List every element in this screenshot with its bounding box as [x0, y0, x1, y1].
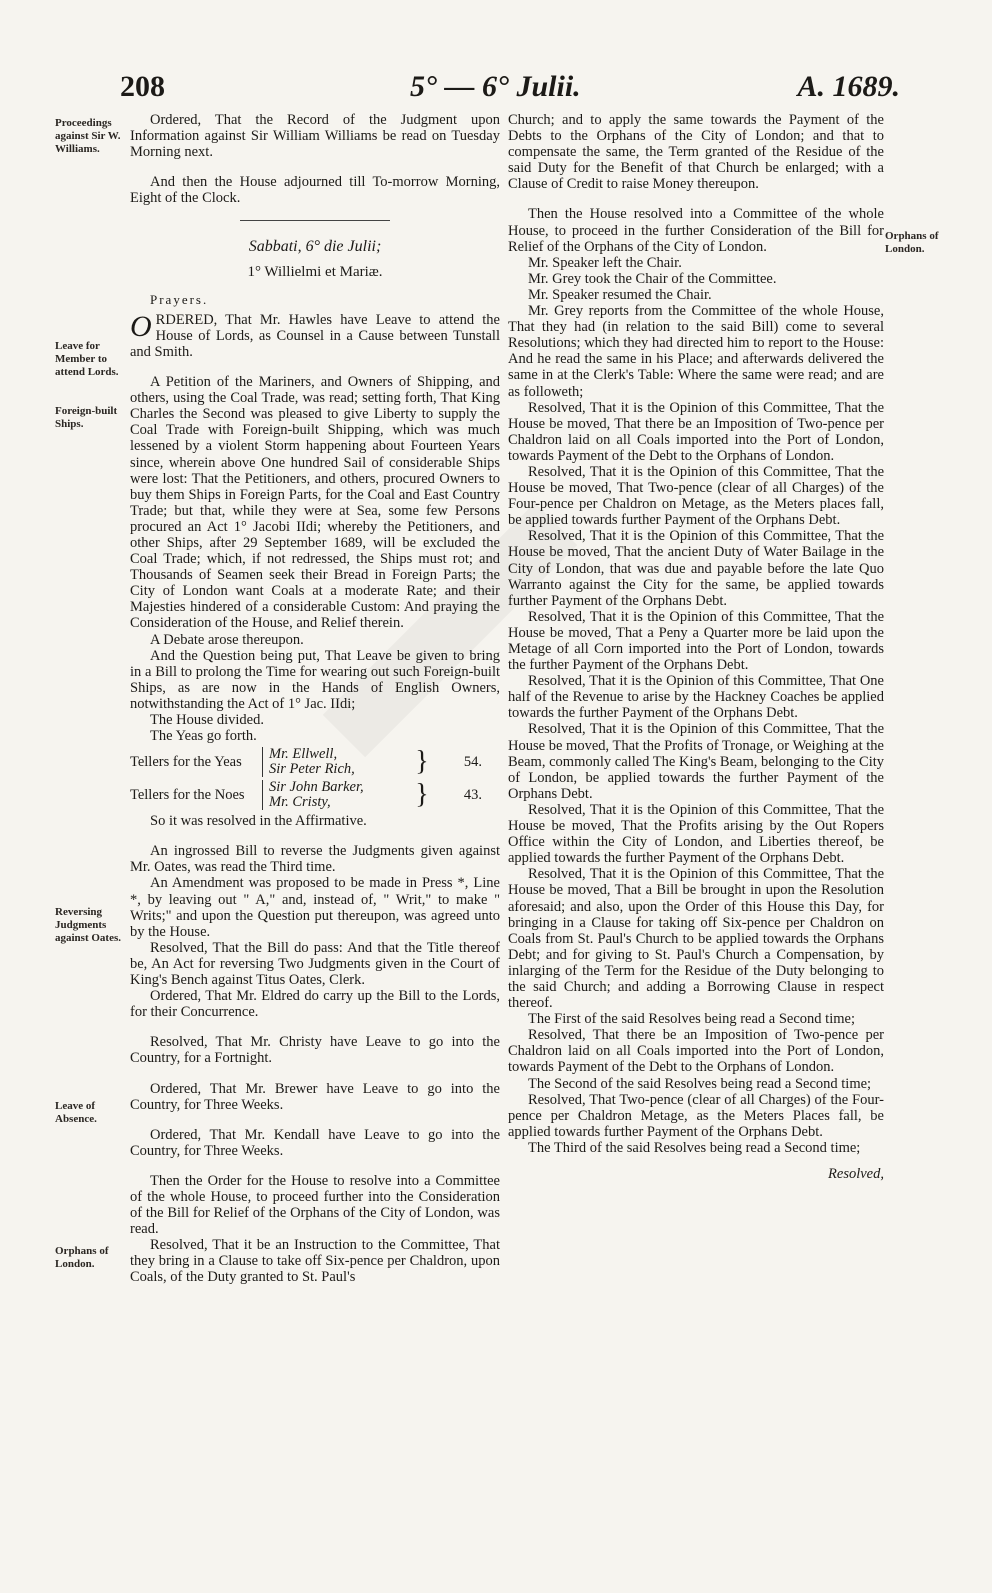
margin-note: Orphans of London.: [885, 230, 939, 255]
paragraph: Resolved, That it is the Opinion of this Committee, That the House be moved, That Two-pence (clear of all Charges) of the Four-pence per Chaldron on Metage, as the Meters places fall, be applied towards further Payment of the Orphans Debt.: [508, 463, 884, 529]
paragraph: The First of the said Resolves being read a Second time;: [528, 1011, 855, 1028]
brace: }: [415, 779, 429, 811]
tellers-noes: [130, 780, 500, 810]
paragraph: Resolved, That it is the Opinion of this Committee, That the House be moved, That the Profits arising by the Out Ropers Office within the City of London, and Liberties thereof, be applied towards the further Payment of the Orphans Debt.: [508, 801, 884, 867]
paragraph: Ordered, That Mr. Eldred do carry up the Bill to the Lords, for their Concurrence.: [130, 988, 500, 1021]
margin-note: Reversing Judgments against Oates.: [55, 906, 121, 944]
paragraph: ORDERED, That Mr. Hawles have Leave to attend the House of Lords, as Counsel in a Cause between Tunstall and Smith.: [130, 309, 500, 360]
paragraph: Mr. Speaker resumed the Chair.: [528, 286, 712, 303]
paragraph: Church; and to apply the same towards the Payment of the Debts to the Orphans of the City of London; and that to compensate the same, the Term granted of the Residue of the said Duty for the Benefit of that Church be enlarged; with a Clause of Credit to raise Money thereupon.: [508, 112, 884, 193]
paragraph: Resolved, That it is the Opinion of this Committee, That the House be moved, That a Bill be brought in upon the Resolution aforesaid; and also, upon the Order of this House this Day, for bringing in a Clause for taking off Six-pence per Chaldron on Coals from St. Paul's Church to be applied towards the Orphans Debt; and for giving to St. Paul's Church a Compensation, by inlarging of the Term for the Residue of the Duty belonging to the said Church; and adding a Borrowing Clause in respect thereof.: [508, 866, 884, 1012]
right-column: [508, 112, 884, 1182]
margin-note: Leave for Member to attend Lords.: [55, 340, 119, 378]
running-year: A. 1689.: [797, 70, 900, 103]
drop-cap: O: [130, 309, 152, 343]
paragraph: Then the Order for the House to resolve into a Committee of the whole House, to proceed further into the Consideration of the Bill for Relief of the Orphans of the City of London, was read.: [130, 1172, 500, 1238]
paragraph: Resolved, That Two-pence (clear of all Charges) of the Four-pence per Chaldron Metage, as the Meters Places fall, be applied towards further Payment of the Orphans Debt.: [508, 1091, 884, 1140]
paragraph: And the Question being put, That Leave be given to bring in a Bill to prolong the Time for wearing out such Foreign-built Ships, as are now in the Hands of English Owners, notwithstanding the Act of 1° Jac. IIdi;: [130, 647, 500, 712]
paragraph: Resolved, That Mr. Christy have Leave to go into the Country, for a Fortnight.: [130, 1034, 500, 1067]
margin-note: Proceedings against Sir W. Williams.: [55, 117, 121, 155]
running-date: 5° — 6° Julii.: [410, 70, 581, 103]
paragraph: Resolved, That there be an Imposition of Two-pence per Chaldron laid on all Coals imported into the Port of London, towards Payment of the Debt to the Orphans of London.: [508, 1027, 884, 1076]
paragraph: Ordered, That the Record of the Judgment upon Information against Sir William Williams be read on Tuesday Morning next.: [130, 112, 500, 161]
paragraph: Resolved, That it is the Opinion of this Committee, That the House be moved, That there be an Imposition of Two-pence per Chaldron laid on all Coals imported into the Port of London, towards Payment of the Debt to the Orphans of London.: [508, 399, 884, 464]
paragraph: Resolved, That it is the Opinion of this Committee, That One half of the Revenue to arise by the Hackney Coaches be applied towards the further Payment of the Orphans Debt.: [508, 673, 884, 722]
paragraph: An Amendment was proposed to be made in Press *, Line *, by leaving out " A," and, instead of, " Writ," to make " Writs;" and upon the Question put thereupon, was agreed unto by the House.: [130, 875, 500, 940]
regnal-year: 1° Willielmi et Mariæ.: [247, 263, 383, 280]
sitting-date: Sabbati, 6° die Julii;: [248, 238, 382, 256]
tellers-names: Sir John Barker, Mr. Cristy,: [262, 780, 412, 810]
prayers-heading: Prayers.: [150, 291, 209, 307]
paragraph: Resolved, That it is the Opinion of this Committee, That the House be moved, That the Profits of Tronage, or Weighing at the Beam, commonly called The King's Beam, belonging to the City of London, be applied towards the further Payment of the Orphans Debt.: [508, 721, 884, 802]
paragraph: A Petition of the Mariners, and Owners of Shipping, and others, using the Coal Trade, was read; setting forth, That King Charles the Second was pleased to give Liberty to supply the Coal Trade with Foreign-built Shipping, which was much lessened by a violent Storm happening about Fourteen Years since, wherein above One hundred Sail of considerable Ships were lost: That the Petitioners, and others, procured Owners to buy them Ships in Foreign Parts, for the Coal and East Country Trade; but that, while they were at Sea, some few Persons procured an Act 1° Jacobi IIdi; whereby the Petitioners, and other Ships, after 29 September 1689, will be excluded the Coal Trade; which, if not redressed, the Ships must rot; and Thousands of Seamen seek their Bread in Foreign Parts; the City of London want Coals at a moderate Rate; and their Majesties hindered of a considerable Custom: And praying the Consideration of the House, and Relief therein.: [130, 374, 500, 632]
left-column: [130, 112, 500, 1286]
tellers-count: 43.: [463, 787, 482, 804]
paragraph: Mr. Grey reports from the Committee of the whole House, That they had (in relation to the said Bill) come to several Resolutions; which they had directed him to report to the House: And he read the same in his Place; and afterwards delivered the same in at the Clerk's Table: Where the same were read; and are as followeth;: [508, 303, 884, 400]
tellers-names: Mr. Ellwell, Sir Peter Rich,: [262, 747, 412, 777]
tellers-label: Tellers for the Yeas: [130, 754, 242, 771]
paragraph: The Second of the said Resolves being read a Second time;: [528, 1075, 872, 1092]
paragraph: The Yeas go forth.: [150, 728, 257, 745]
catchword: Resolved,: [828, 1166, 884, 1182]
paragraph: Mr. Speaker left the Chair.: [528, 254, 682, 271]
paragraph: Resolved, That it is the Opinion of this Committee, That the House be moved, That the ancient Duty of Water Bailage in the City of London, that was due and payable before the late Quo Warranto against the City for the same, be applied towards further Payment of the Orphans Debt.: [508, 528, 884, 609]
margin-note: Leave of Absence.: [55, 1100, 97, 1125]
tellers-yeas: [130, 747, 500, 777]
section-rule: [240, 220, 390, 221]
running-head: [120, 70, 900, 110]
paragraph: A Debate arose thereupon.: [150, 631, 304, 648]
paragraph: The Third of the said Resolves being read a Second time;: [528, 1139, 861, 1156]
paragraph: So it was resolved in the Affirmative.: [150, 813, 367, 830]
paragraph: Mr. Grey took the Chair of the Committee.: [528, 270, 777, 287]
paragraph: And then the House adjourned till To-morrow Morning, Eight of the Clock.: [130, 174, 500, 207]
paragraph: Resolved, That it is the Opinion of this Committee, That the House be moved, That a Peny a Quarter more be laid upon the Metage of all Corn imported into the Port of London, towards the further Payment of the Orphans Debt.: [508, 608, 884, 674]
page-number: 208: [120, 70, 165, 103]
tellers-count: 54.: [463, 754, 482, 771]
paragraph: An ingrossed Bill to reverse the Judgments given against Mr. Oates, was read the Third time.: [130, 843, 500, 876]
paragraph: Resolved, That it be an Instruction to the Committee, That they bring in a Clause to take off Six-pence per Chaldron, upon Coals, of the Duty granted to St. Paul's: [130, 1237, 500, 1286]
paragraph: Resolved, That the Bill do pass: And that the Title thereof be, An Act for reversing Two Judgments given in the Court of King's Bench against Titus Oates, Clerk.: [130, 939, 500, 989]
paragraph: Ordered, That Mr. Kendall have Leave to go into the Country, for Three Weeks.: [130, 1126, 500, 1159]
margin-note: Orphans of London.: [55, 1245, 109, 1270]
paragraph: Then the House resolved into a Committee of the whole House, to proceed in the further Consideration of the Bill for Relief of the Orphans of the City of London.: [508, 206, 884, 255]
paragraph: The House divided.: [150, 712, 264, 728]
paragraph: Ordered, That Mr. Brewer have Leave to go into the Country, for Three Weeks.: [130, 1080, 500, 1113]
tellers-label: Tellers for the Noes: [130, 787, 245, 804]
brace: }: [415, 746, 429, 778]
margin-note: Foreign-built Ships.: [55, 405, 118, 430]
